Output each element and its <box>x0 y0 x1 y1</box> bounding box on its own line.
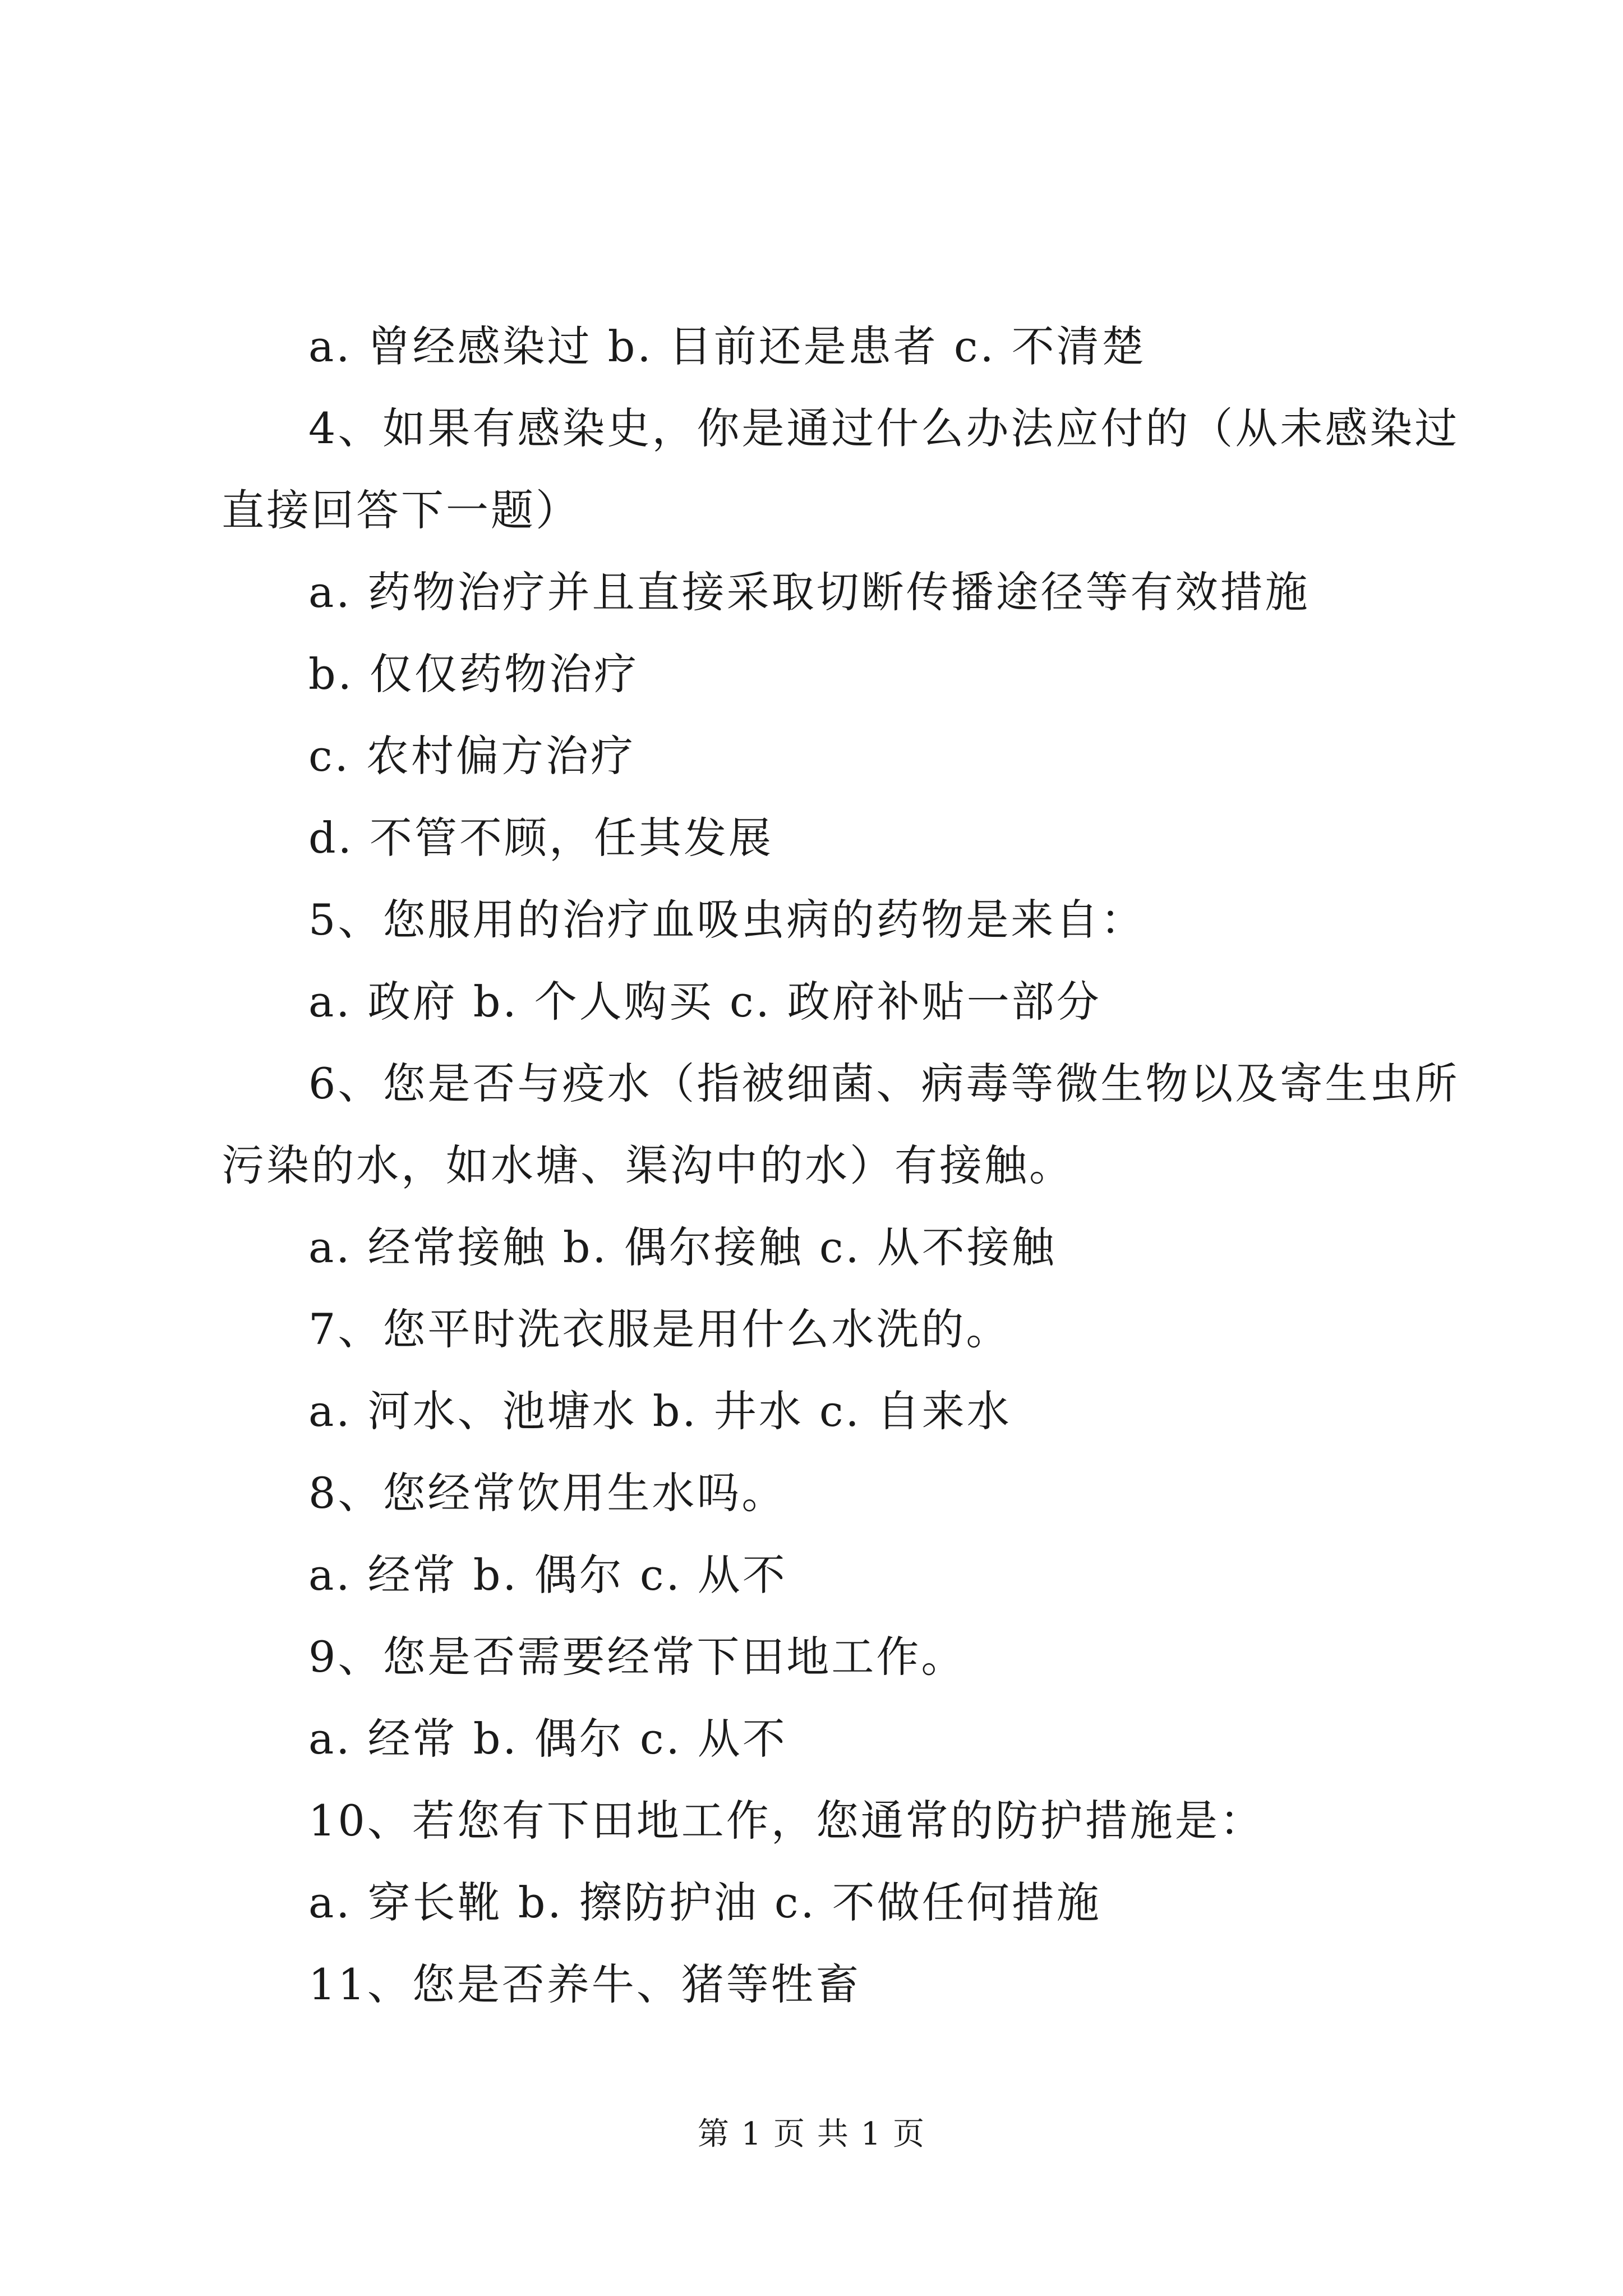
question-9: 9、您是否需要经常下田地工作。 <box>308 1632 966 1682</box>
question-8: 8、您经常饮用生水吗。 <box>308 1468 787 1518</box>
question-10: 10、若您有下田地工作，您通常的防护措施是： <box>308 1796 1265 1846</box>
question-11: 11、您是否养牛、猪等牲畜 <box>308 1959 861 2009</box>
text-line: 污染的水，如水塘、渠沟中的水）有接触。 <box>222 1140 1074 1190</box>
option-line: b. 仅仅药物治疗 <box>308 649 639 699</box>
option-line: a. 药物治疗并且直接采取切断传播途径等有效措施 <box>308 567 1310 617</box>
question-7: 7、您平时洗衣服是用什么水洗的。 <box>308 1304 1011 1354</box>
question-6: 6、您是否与疫水（指被细菌、病毒等微生物以及寄生虫所 <box>308 1059 1460 1108</box>
option-line: a. 经常接触 b. 偶尔接触 c. 从不接触 <box>308 1222 1057 1272</box>
option-line: c. 农村偏方治疗 <box>308 731 635 781</box>
option-line: a. 经常 b. 偶尔 c. 从不 <box>308 1550 787 1600</box>
page-footer: 第 1 页 共 1 页 <box>697 2116 926 2152</box>
text-line: a. 曾经感染过 b. 目前还是患者 c. 不清楚 <box>308 321 1146 371</box>
option-line: a. 政府 b. 个人购买 c. 政府补贴一部分 <box>308 977 1101 1027</box>
text-line: 直接回答下一题） <box>222 485 580 535</box>
option-line: a. 经常 b. 偶尔 c. 从不 <box>308 1714 787 1764</box>
question-5: 5、您服用的治疗血吸虫病的药物是来自： <box>308 895 1146 945</box>
question-4: 4、如果有感染史，你是通过什么办法应付的（从未感染过 <box>308 403 1460 453</box>
option-line: a. 穿长靴 b. 擦防护油 c. 不做任何措施 <box>308 1878 1101 1927</box>
option-line: d. 不管不顾，任其发展 <box>308 813 773 863</box>
option-line: a. 河水、池塘水 b. 井水 c. 自来水 <box>308 1386 1012 1436</box>
document-body <box>222 306 1460 2026</box>
